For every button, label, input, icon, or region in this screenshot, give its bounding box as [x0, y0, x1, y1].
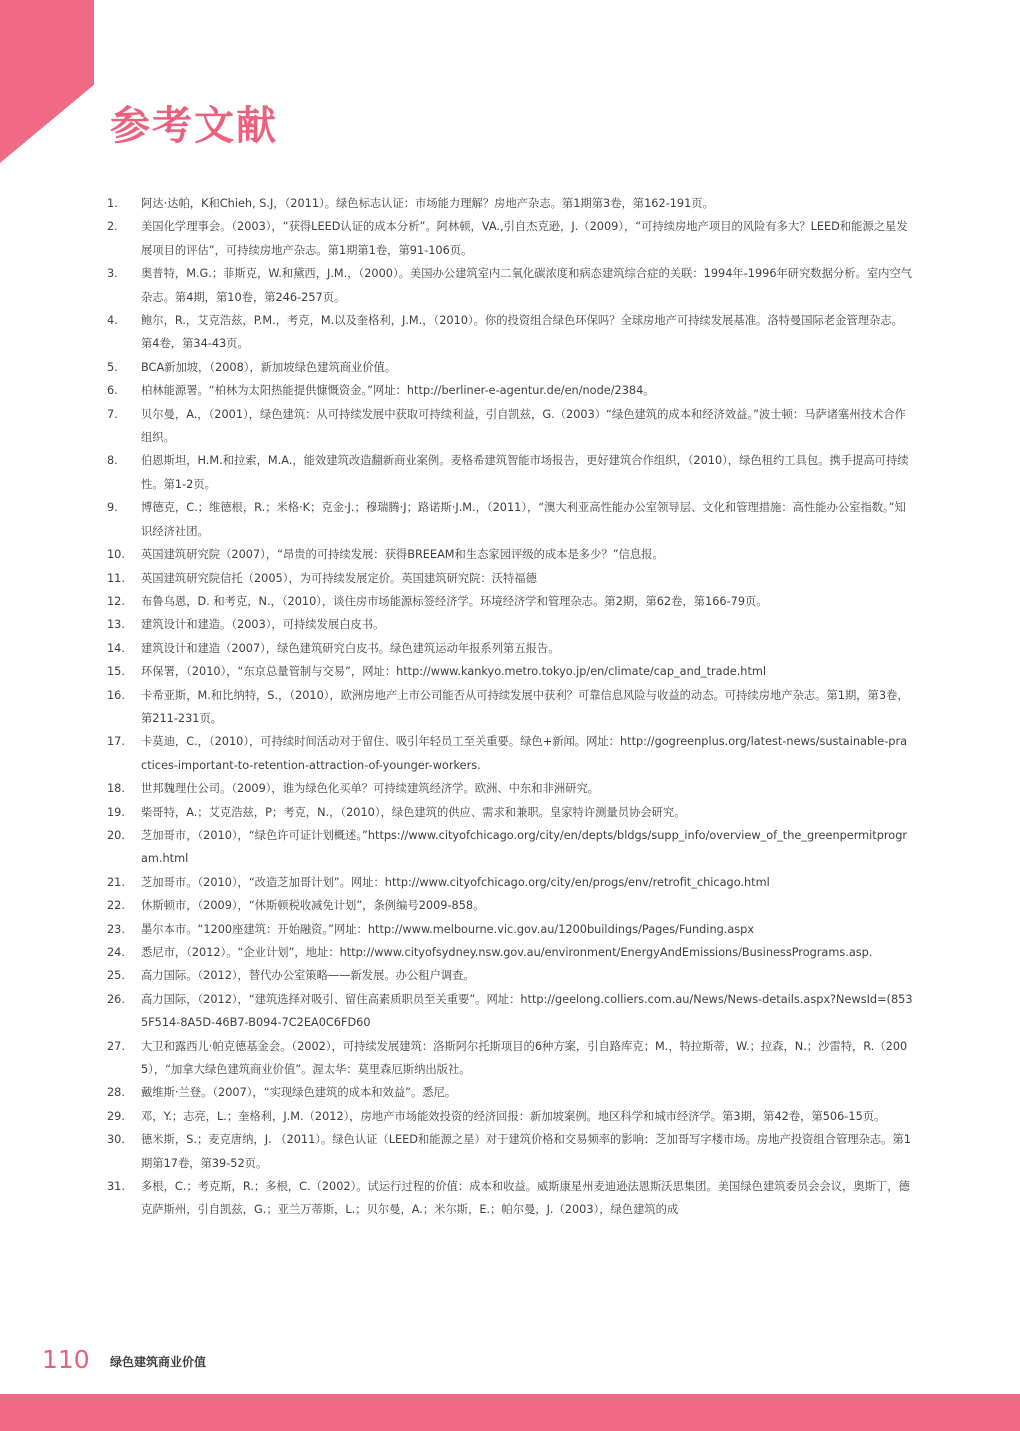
reference-item: [107, 309, 913, 356]
reference-number: 24.: [107, 946, 125, 959]
reference-text: 墨尔本市。“1200座建筑：开始融资。”网址：http://www.melbourne.vic.gov.au/1200buildings/Pages/Funding.aspx: [141, 922, 755, 936]
reference-list: [107, 192, 913, 1222]
reference-item: [107, 590, 913, 613]
reference-item: [107, 1105, 913, 1128]
reference-text: 芝加哥市，（2010），“绿色许可证计划概述。”https://www.cityofchicago.org/city/en/depts/bldgs/supp_info/overview_of_the_greenpermitprogram.html: [141, 828, 908, 866]
reference-item: [107, 215, 913, 262]
reference-text: 奥普特，M.G.；菲斯克，W.和黛西，J.M.，（2000）。美国办公建筑室内二氧化碳浓度和病态建筑综合症的关联：1994年-1996年研究数据分析。室内空气杂志。第4期，第10卷，第246-257页。: [141, 267, 913, 304]
reference-number: 12.: [107, 594, 125, 608]
reference-number: 10.: [107, 548, 125, 562]
reference-text: 环保署，（2010），“东京总量管制与交易”，网址：http://www.kankyo.metro.tokyo.jp/en/climate/cap_and_trade.html: [141, 665, 767, 679]
reference-text: 英国建筑研究院信托（2005），为可持续发展定价。英国建筑研究院：沃特福德: [141, 571, 537, 585]
reference-item: [107, 777, 913, 800]
reference-item: [107, 1128, 913, 1175]
reference-item: [107, 496, 913, 543]
reference-number: 7.: [107, 407, 118, 421]
reference-number: 30.: [107, 1133, 125, 1147]
reference-number: 14.: [107, 641, 125, 655]
reference-number: 28.: [107, 1086, 125, 1100]
reference-number: 21.: [107, 875, 125, 889]
reference-text: 大卫和露西儿·帕克德基金会。（2002），可持续发展建筑：洛斯阿尔托斯项目的6种方案，引自路库克；M.，特拉斯蒂，W.；拉森，N.；沙雷特，R.（2005），“加拿大绿色建筑商业价值”。渥太华：莫里森厄斯纳出版社。: [141, 1039, 908, 1077]
page-number: 110: [42, 1345, 90, 1374]
reference-item: [107, 941, 913, 964]
reference-text: 邓，Y.；志亮，L.；奎格利，J.M.（2012），房地产市场能效投资的经济回报：新加坡案例。地区科学和城市经济学。第3期，第42卷，第506-15页。: [141, 1109, 886, 1123]
reference-number: 27.: [107, 1039, 125, 1053]
reference-item: [107, 964, 913, 987]
reference-text: 伯恩斯坦，H.M.和拉索，M.A.，能效建筑改造翻新商业案例。麦格希建筑智能市场报告，更好建筑合作组织，（2010），绿色租约工具包。携手提高可持续性。第1-2页。: [141, 454, 909, 491]
bottom-accent-bar: [0, 1394, 1020, 1431]
reference-text: 贝尔曼，A.，（2001），绿色建筑：从可持续发展中获取可持续利益，引自凯兹，G.（2003）“绿色建筑的成本和经济效益。”波士顿：马萨诸塞州技术合作组织。: [141, 407, 906, 445]
reference-item: [107, 801, 913, 824]
reference-text: 博德克，C.；维德根，R.；米格·K；克金·J.；穆瑞腾·J；路诺斯·J.M.，（2011），“澳大利亚高性能办公室领导层、文化和管理措施：高性能办公室指数。”知识经济社团。: [141, 501, 906, 538]
reference-text: 世邦魏理仕公司。（2009），谁为绿色化买单？可持续建筑经济学。欧洲、中东和非洲研究。: [141, 782, 600, 796]
reference-number: 22.: [107, 899, 125, 913]
footer-book-title: 绿色建筑商业价值: [110, 1355, 207, 1369]
reference-item: [107, 1035, 913, 1082]
reference-item: [107, 356, 913, 379]
reference-text: 美国化学理事会。（2003），“获得LEED认证的成本分析”。阿林顿，VA.,引自杰克逊，J.（2009），“可持续房地产项目的风险有多大？LEED和能源之星发展项目的评估”，可持续房地产杂志。第1期第1卷，第91-106页。: [141, 220, 908, 257]
reference-item: [107, 894, 913, 917]
reference-item: [107, 824, 913, 871]
reference-item: [107, 660, 913, 683]
reference-item: [107, 918, 913, 941]
reference-number: 4.: [107, 314, 118, 328]
reference-number: 11.: [107, 571, 125, 585]
reference-item: [107, 637, 913, 660]
reference-text: BCA新加坡，（2008），新加坡绿色建筑商业价值。: [141, 360, 397, 374]
reference-item: [107, 1175, 913, 1222]
reference-text: 多根，C.；考克斯，R.；多根，C.（2002）。试运行过程的价值：成本和收益。威斯康星州麦迪逊法恩斯沃思集团。美国绿色建筑委员会会议，奥斯丁，德克萨斯州，引自凯兹，G.；亚兰万蒂斯，L.；贝尔曼，A.；米尔斯，E.；帕尔曼，J.（2003），绿色建筑的成: [141, 1180, 910, 1217]
reference-number: 16.: [107, 688, 125, 702]
corner-accent: [0, 0, 94, 163]
reference-text: 阿达·达帕，K和Chieh, S.J，（2011）。绿色标志认证：市场能力理解？房地产杂志。第1期第3卷，第162-191页。: [141, 197, 714, 210]
reference-text: 建筑设计和建造（2007），绿色建筑研究白皮书。绿色建筑运动年报系列第五报告。: [141, 641, 560, 655]
reference-number: 20.: [107, 828, 125, 842]
reference-number: 13.: [107, 618, 125, 632]
reference-item: [107, 543, 913, 566]
reference-number: 5.: [107, 360, 118, 374]
reference-number: 2.: [107, 220, 118, 234]
reference-number: 26.: [107, 992, 125, 1006]
reference-text: 高力国际。（2012），替代办公室策略——新发展。办公租户调查。: [141, 969, 475, 983]
reference-item: [107, 379, 913, 402]
reference-number: 17.: [107, 735, 125, 749]
reference-number: 15.: [107, 665, 125, 679]
reference-text: 芝加哥市。（2010），“改造芝加哥计划”。网址：http://www.cityofchicago.org/city/en/progs/env/retrofit_chicago.html: [141, 875, 770, 889]
reference-text: 德米斯，S.；麦克唐纳，J. （2011）。绿色认证（LEED和能源之星）对于建筑价格和交易频率的影响：芝加哥写字楼市场。房地产投资组合管理杂志。第1期第17卷，第39-52页。: [141, 1133, 911, 1170]
reference-text: 建筑设计和建造。（2003），可持续发展白皮书。: [141, 618, 385, 632]
reference-number: 3.: [107, 267, 118, 281]
reference-text: 英国建筑研究院（2007），“昂贵的可持续发展：获得BREEAM和生态家园评级的成本是多少？”信息报。: [141, 548, 664, 562]
reference-item: [107, 613, 913, 636]
reference-text: 鲍尔，R.，艾克浩兹，P.M.，考克，M.以及奎格利，J.M.，（2010）。你的投资组合绿色环保吗？全球房地产可持续发展基准。洛特曼国际老金管理杂志。第4卷，第34-43页。: [141, 314, 903, 351]
reference-item: [107, 567, 913, 590]
page-title: 参考文献: [110, 103, 278, 149]
reference-text: 高力国际，（2012），“建筑选择对吸引、留住高素质职员至关重要”。网址：http://geelong.colliers.com.au/News/News-details.aspx?NewsId=(8535F514-8A5D-46B7-B094-7C2EA0C6FD60: [141, 992, 913, 1030]
reference-number: 23.: [107, 922, 125, 936]
reference-text: 休斯顿市，（2009），“休斯顿税收减免计划”，条例编号2009-858。: [141, 899, 485, 913]
reference-number: 31.: [107, 1180, 125, 1194]
reference-number: 19.: [107, 805, 125, 819]
reference-item: [107, 730, 913, 777]
reference-text: 卡希亚斯，M.和比纳特，S.，（2010），欧洲房地产上市公司能否从可持续发展中获利？可靠信息风险与收益的动态。可持续房地产杂志。第1期，第3卷，第211-231页。: [141, 688, 909, 725]
reference-text: 戴维斯·兰登。（2007），“实现绿色建筑的成本和效益”。悉尼。: [141, 1086, 457, 1100]
reference-text: 布鲁乌恩，D. 和考克，N.，（2010），谈住房市场能源标签经济学。环境经济学和管理杂志。第2期，第62卷，第166-79页。: [141, 594, 768, 608]
reference-number: 29.: [107, 1109, 125, 1123]
reference-number: 1.: [107, 197, 118, 210]
reference-text: 卡莫迪，C.，（2010），可持续时间活动对于留住、吸引年轻员工至关重要。绿色+新闻。网址：http://gogreenplus.org/latest-news/sustainable-practices-important-to-retention-attraction-of-younger-workers.: [141, 735, 908, 772]
reference-item: [107, 684, 913, 731]
reference-item: [107, 192, 913, 215]
reference-number: 9.: [107, 501, 118, 515]
reference-text: 悉尼市，（2012）。“企业计划”，地址：http://www.cityofsydney.nsw.gov.au/environment/EnergyAndEmissions/BusinessPrograms.asp.: [141, 946, 873, 959]
reference-text: 柴哥特，A.；艾克浩兹，P；考克，N.，（2010），绿色建筑的供应、需求和兼职。皇家特许测量员协会研究。: [141, 805, 686, 819]
reference-item: [107, 988, 913, 1035]
reference-item: [107, 871, 913, 894]
reference-number: 18.: [107, 782, 125, 796]
reference-item: [107, 403, 913, 450]
reference-number: 6.: [107, 384, 118, 398]
reference-text: 柏林能源署。“柏林为太阳热能提供慷慨资金。”网址：http://berliner-e-agentur.de/en/node/2384。: [141, 384, 655, 398]
reference-item: [107, 449, 913, 496]
reference-item: [107, 262, 913, 309]
reference-number: 25.: [107, 969, 125, 983]
reference-number: 8.: [107, 454, 118, 468]
reference-item: [107, 1081, 913, 1104]
